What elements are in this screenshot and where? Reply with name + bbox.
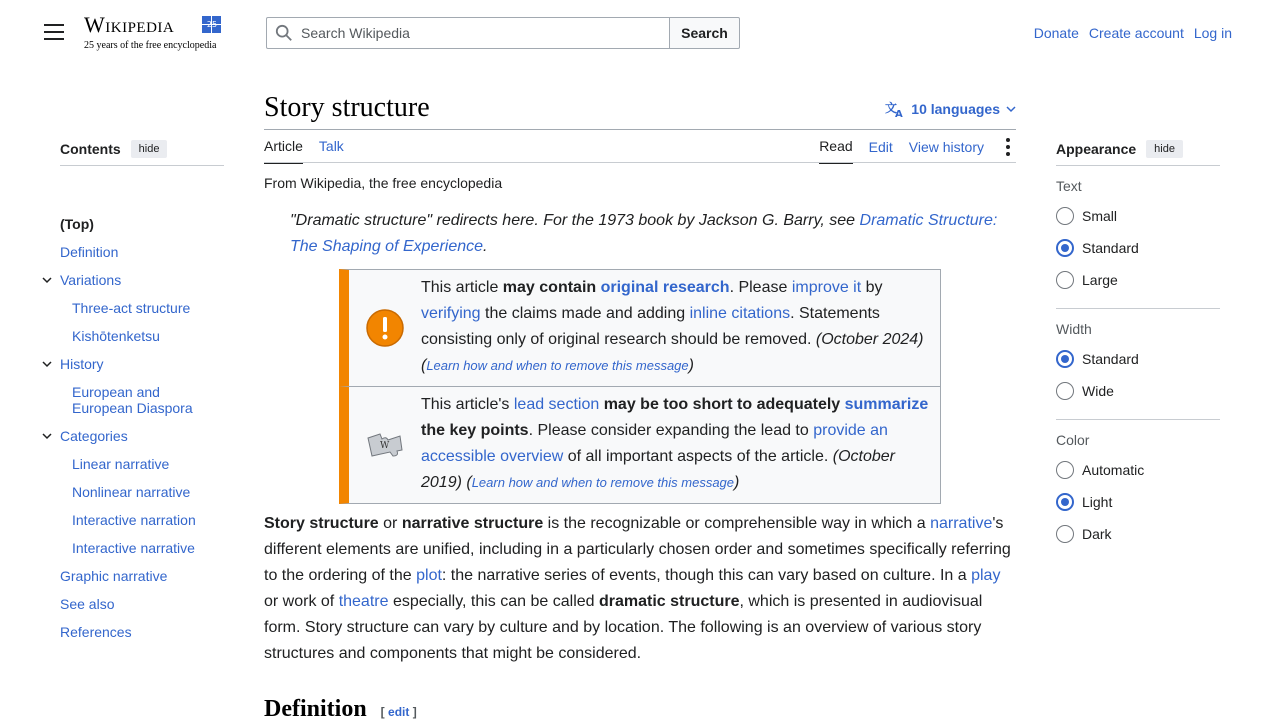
notice-text xyxy=(421,270,940,386)
radio-button[interactable] xyxy=(1056,239,1074,257)
intro-text-3: 's different elements are unified, including in a particularly chosen order and sometimes specifically referring to the ordering of the xyxy=(264,515,1011,584)
radio-button[interactable] xyxy=(1056,207,1074,225)
log-in-link[interactable]: Log in xyxy=(1193,25,1232,41)
toc-link[interactable]: Categories xyxy=(60,428,128,444)
text-option-standard[interactable] xyxy=(1056,232,1220,264)
verifying-link[interactable]: verifying xyxy=(421,305,481,322)
chevron-down-icon[interactable] xyxy=(42,360,52,368)
user-links xyxy=(1034,25,1232,41)
intro-paragraph xyxy=(264,511,1016,667)
text-option-large[interactable] xyxy=(1056,264,1220,296)
radio-label: Standard xyxy=(1082,351,1139,367)
toc-item xyxy=(72,300,224,316)
radio-label: Automatic xyxy=(1082,462,1145,478)
lead-too-short-notice xyxy=(339,386,941,504)
toc-link[interactable]: Linear narrative xyxy=(72,456,170,472)
notice1-bold-1: may contain xyxy=(502,279,601,296)
summarize-link[interactable]: summarize xyxy=(844,396,929,413)
notice-text xyxy=(421,387,940,503)
toc-title: Contents xyxy=(60,140,121,157)
toc-link[interactable]: Variations xyxy=(60,272,122,288)
color-options xyxy=(1056,454,1220,550)
toc-link[interactable]: Kishōtenketsu xyxy=(72,328,160,344)
toc-hide-button[interactable]: hide xyxy=(131,140,168,158)
radio-label: Standard xyxy=(1082,240,1139,256)
svg-text:A: A xyxy=(895,109,904,118)
intro-text-6: especially, this can be called xyxy=(388,593,599,610)
text-size-label: Text xyxy=(1056,178,1082,194)
notice1-text-4: the claims made and adding xyxy=(480,305,690,322)
notice2-text-3: of all important aspects of the article. xyxy=(563,448,833,465)
more-tools-icon[interactable] xyxy=(1000,135,1016,159)
intro-bold-1: Story structure xyxy=(264,515,379,532)
notice2-text-1: This article's xyxy=(421,396,514,413)
toc-item xyxy=(60,244,224,260)
improve-it-link[interactable]: improve it xyxy=(791,279,862,296)
appearance-panel xyxy=(1056,136,1220,550)
width-option-standard[interactable] xyxy=(1056,343,1220,375)
view-tabs xyxy=(819,138,1016,164)
notice1-text-3: by xyxy=(861,279,883,296)
search-icon xyxy=(275,24,293,42)
accessible-overview-link[interactable]: provide an accessible overview xyxy=(421,422,888,465)
hatnote-end: . xyxy=(483,238,488,255)
radio-button[interactable] xyxy=(1056,493,1074,511)
chevron-down-icon[interactable] xyxy=(42,276,52,284)
hatnote xyxy=(290,208,1010,260)
intro-bold-2: narrative structure xyxy=(401,515,544,532)
create-account-link[interactable]: Create account xyxy=(1088,25,1184,41)
original-research-notice xyxy=(339,269,941,387)
toc-link[interactable]: Definition xyxy=(60,244,119,260)
toc-item xyxy=(72,484,224,500)
site-subtitle: From Wikipedia, the free encyclopedia xyxy=(264,175,503,191)
inline-citations-link[interactable]: inline citations xyxy=(689,305,791,322)
section-heading-text: Definition xyxy=(264,696,367,720)
notice1-paren-close: ) xyxy=(688,357,694,374)
svg-text:文: 文 xyxy=(885,101,898,115)
text-option-small[interactable] xyxy=(1056,200,1220,232)
width-option-wide[interactable] xyxy=(1056,375,1220,407)
toc-item xyxy=(60,596,224,612)
edit-bracket-close: ] xyxy=(409,705,417,719)
color-option-light[interactable] xyxy=(1056,486,1220,518)
main-menu-button[interactable] xyxy=(44,24,64,42)
toc-link[interactable]: References xyxy=(60,624,132,640)
toc-item xyxy=(60,624,224,640)
theatre-link[interactable]: theatre xyxy=(338,593,389,610)
radio-button[interactable] xyxy=(1056,271,1074,289)
color-option-automatic[interactable] xyxy=(1056,454,1220,486)
original-research-link[interactable]: original research xyxy=(600,279,730,296)
intro-text-2: is the recognizable or comprehensible way in which a xyxy=(543,515,931,532)
wikipedia-logo[interactable] xyxy=(84,12,234,54)
toc-item xyxy=(60,272,224,288)
tab-article[interactable]: Article xyxy=(264,138,303,164)
notice2-bold-2: the key points xyxy=(421,422,529,439)
notice2-text-2: . Please consider expanding the lead to xyxy=(528,422,814,439)
toc-link[interactable]: European and European Diaspora xyxy=(72,384,193,416)
color-option-dark[interactable] xyxy=(1056,518,1220,550)
appearance-header xyxy=(1056,136,1220,166)
radio-label: Small xyxy=(1082,208,1118,224)
search-field[interactable] xyxy=(266,17,670,49)
language-count: 10 languages xyxy=(911,101,1000,117)
radio-label: Large xyxy=(1082,272,1118,288)
radio-label: Light xyxy=(1082,494,1113,510)
toc-link[interactable]: Interactive narrative xyxy=(72,540,195,556)
table-of-contents xyxy=(60,136,224,640)
intro-text-4: : the narrative series of events, though this can vary based on culture. In a xyxy=(441,567,972,584)
toc-item xyxy=(60,356,224,372)
notice1-paren-open: ( xyxy=(421,357,427,374)
namespace-tabs xyxy=(264,138,344,164)
warning-icon xyxy=(365,308,405,348)
language-button[interactable] xyxy=(885,100,1016,118)
toc-header xyxy=(60,136,224,166)
toc-link[interactable]: Graphic narrative xyxy=(60,568,168,584)
anniversary-puzzle-icon xyxy=(201,14,223,34)
toc-link[interactable]: Nonlinear narrative xyxy=(72,484,191,500)
radio-button[interactable] xyxy=(1056,461,1074,479)
toc-item xyxy=(72,328,224,344)
page-title: Story structure xyxy=(264,92,430,123)
toc-link[interactable]: (Top) xyxy=(60,216,94,232)
notice1-text-1: This article xyxy=(421,279,503,296)
toc-item xyxy=(72,512,224,528)
svg-text:25: 25 xyxy=(206,20,218,29)
donate-link[interactable]: Donate xyxy=(1033,25,1079,41)
radio-label: Dark xyxy=(1082,526,1112,542)
search-input[interactable] xyxy=(301,25,641,41)
appearance-hide-button[interactable]: hide xyxy=(1146,140,1183,158)
radio-button[interactable] xyxy=(1056,382,1074,400)
notice2-paren-close: ) xyxy=(734,474,740,491)
notice2-paren-open: ( xyxy=(461,474,472,491)
tab-view-history[interactable]: View history xyxy=(908,139,984,155)
notice-image xyxy=(349,387,421,503)
notice2-bold-1: may be too short to adequately xyxy=(599,396,845,413)
toc-item xyxy=(60,216,224,232)
intro-text-7: , which is presented in audiovisual form. Story structure can vary by culture and by location. The following is an overview of various story structures and components that might be considered. xyxy=(264,593,983,662)
toc-item xyxy=(72,540,224,556)
notice1-text-5: . Statements consisting only of original research should be removed. xyxy=(421,305,880,348)
radio-label: Wide xyxy=(1082,383,1114,399)
logo-tagline: 25 years of the free encyclopedia xyxy=(84,40,217,51)
intro-text-5: or work of xyxy=(264,593,339,610)
width-options xyxy=(1056,343,1220,407)
intro-bold-3: dramatic structure xyxy=(598,593,740,610)
toc-item xyxy=(72,384,224,416)
toc-item xyxy=(60,568,224,584)
hatnote-text: "Dramatic structure" redirects here. For the 1973 book by Jackson G. Barry, see xyxy=(290,212,860,229)
search-button[interactable]: Search xyxy=(670,17,740,49)
narrative-link[interactable]: narrative xyxy=(930,515,993,532)
play-link[interactable]: play xyxy=(971,567,1001,584)
tab-read[interactable]: Read xyxy=(819,138,852,164)
section-heading-definition xyxy=(264,696,417,720)
puzzle-piece-icon xyxy=(364,430,406,460)
appearance-title: Appearance xyxy=(1056,140,1137,157)
logo-wordmark: Wikipedia xyxy=(84,12,175,37)
section-edit-link[interactable]: edit xyxy=(388,705,410,719)
color-label: Color xyxy=(1056,432,1090,448)
edit-bracket-open: [ xyxy=(380,705,389,719)
tab-edit[interactable]: Edit xyxy=(868,139,893,155)
plot-link[interactable]: plot xyxy=(416,567,442,584)
toc-item xyxy=(60,428,224,444)
chevron-down-icon xyxy=(1006,105,1016,113)
toc-link[interactable]: History xyxy=(60,356,104,372)
notice2-date: (October 2019) xyxy=(421,448,895,491)
svg-text:W: W xyxy=(380,441,390,451)
width-label: Width xyxy=(1056,321,1092,337)
notice1-text-2: . Please xyxy=(729,279,792,296)
text-size-options xyxy=(1056,200,1220,296)
search-form xyxy=(266,17,740,49)
translate-icon xyxy=(885,100,905,118)
chevron-down-icon[interactable] xyxy=(42,432,52,440)
toc-link[interactable]: See also xyxy=(60,596,115,612)
intro-text-1: or xyxy=(378,515,402,532)
learn-remove-link[interactable]: Learn how and when to remove this message xyxy=(426,358,689,373)
toc-link[interactable]: Three-act structure xyxy=(72,300,191,316)
hatnote-link[interactable]: Dramatic Structure: The Shaping of Experience xyxy=(290,212,998,255)
toc-item xyxy=(72,456,224,472)
learn-remove-link[interactable]: Learn how and when to remove this message xyxy=(471,475,735,490)
notice1-date: (October 2024) xyxy=(815,331,924,348)
notice-image xyxy=(349,270,421,386)
section-edit xyxy=(381,705,417,719)
radio-button[interactable] xyxy=(1056,525,1074,543)
radio-button[interactable] xyxy=(1056,350,1074,368)
toc-link[interactable]: Interactive narration xyxy=(72,512,196,528)
lead-section-link[interactable]: lead section xyxy=(513,396,600,413)
tab-talk[interactable]: Talk xyxy=(318,138,344,154)
